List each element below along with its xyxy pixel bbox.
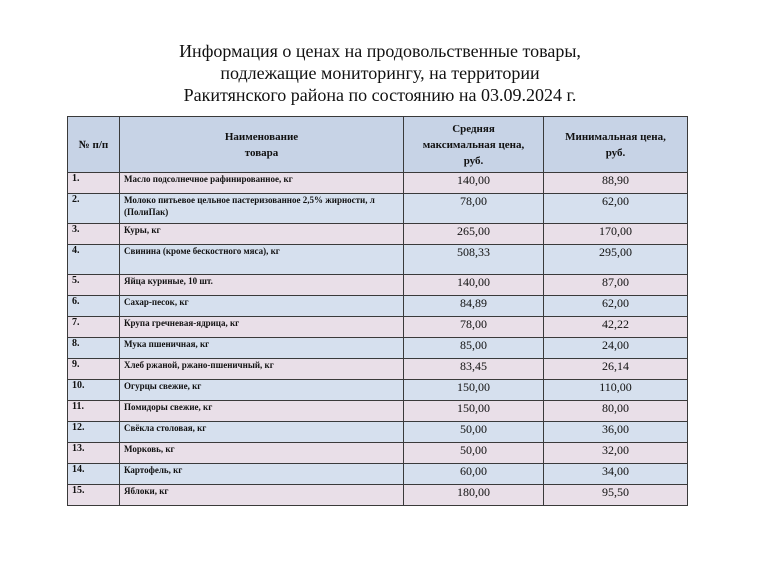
row-number: 8. [68, 338, 120, 359]
row-number: 9. [68, 359, 120, 380]
table-body [68, 173, 688, 506]
avg-price: 508,33 [404, 245, 544, 275]
header-min-price: Минимальная цена, руб. [544, 117, 688, 173]
row-number: 14. [68, 464, 120, 485]
table-row [68, 359, 688, 380]
min-price: 42,22 [544, 317, 688, 338]
table-row [68, 338, 688, 359]
product-name: Огурцы свежие, кг [120, 380, 404, 401]
table-row [68, 464, 688, 485]
avg-price: 60,00 [404, 464, 544, 485]
min-price: 24,00 [544, 338, 688, 359]
row-number: 7. [68, 317, 120, 338]
min-price: 36,00 [544, 422, 688, 443]
avg-price: 180,00 [404, 485, 544, 506]
product-name: Крупа гречневая-ядрица, кг [120, 317, 404, 338]
avg-price: 83,45 [404, 359, 544, 380]
min-price: 62,00 [544, 194, 688, 224]
product-name: Свёкла столовая, кг [120, 422, 404, 443]
min-price: 62,00 [544, 296, 688, 317]
min-price: 32,00 [544, 443, 688, 464]
min-price: 87,00 [544, 275, 688, 296]
product-name: Яйца куриные, 10 шт. [120, 275, 404, 296]
table-row [68, 401, 688, 422]
avg-price: 140,00 [404, 275, 544, 296]
min-price: 26,14 [544, 359, 688, 380]
title-line-2: подлежащие мониторингу, на территории [220, 63, 540, 83]
min-price: 110,00 [544, 380, 688, 401]
prices-table [67, 116, 688, 506]
avg-price: 265,00 [404, 224, 544, 245]
avg-price: 84,89 [404, 296, 544, 317]
min-price: 170,00 [544, 224, 688, 245]
min-price: 34,00 [544, 464, 688, 485]
row-number: 1. [68, 173, 120, 194]
row-number: 5. [68, 275, 120, 296]
avg-price: 150,00 [404, 401, 544, 422]
table-row [68, 245, 688, 275]
avg-price: 50,00 [404, 443, 544, 464]
table-row [68, 443, 688, 464]
header-name: Наименование товара [120, 117, 404, 173]
header-avg-price: Средняя максимальная цена, руб. [404, 117, 544, 173]
avg-price: 150,00 [404, 380, 544, 401]
product-name: Свинина (кроме бескостного мяса), кг [120, 245, 404, 275]
min-price: 95,50 [544, 485, 688, 506]
table-row [68, 485, 688, 506]
product-name: Картофель, кг [120, 464, 404, 485]
title-line-1: Информация о ценах на продовольственные товары, [179, 41, 581, 61]
avg-price: 140,00 [404, 173, 544, 194]
product-name: Хлеб ржаной, ржано-пшеничный, кг [120, 359, 404, 380]
avg-price: 50,00 [404, 422, 544, 443]
row-number: 12. [68, 422, 120, 443]
min-price: 295,00 [544, 245, 688, 275]
product-name: Морковь, кг [120, 443, 404, 464]
product-name: Помидоры свежие, кг [120, 401, 404, 422]
avg-price: 85,00 [404, 338, 544, 359]
table-row [68, 194, 688, 224]
row-number: 6. [68, 296, 120, 317]
header-num: № п/п [68, 117, 120, 173]
row-number: 10. [68, 380, 120, 401]
table-row [68, 275, 688, 296]
table-row [68, 224, 688, 245]
row-number: 3. [68, 224, 120, 245]
product-name: Куры, кг [120, 224, 404, 245]
row-number: 13. [68, 443, 120, 464]
title-line-3: Ракитянского района по состоянию на 03.09.2024 г. [183, 85, 577, 105]
row-number: 4. [68, 245, 120, 275]
min-price: 80,00 [544, 401, 688, 422]
table-row [68, 173, 688, 194]
table-header-row [68, 117, 688, 173]
product-name: Сахар-песок, кг [120, 296, 404, 317]
table-row [68, 380, 688, 401]
table-row [68, 422, 688, 443]
row-number: 15. [68, 485, 120, 506]
table-row [68, 317, 688, 338]
avg-price: 78,00 [404, 194, 544, 224]
product-name: Мука пшеничная, кг [120, 338, 404, 359]
table-row [68, 296, 688, 317]
product-name: Молоко питьевое цельное пастеризованное 2,5% жирности, л (ПолиПак) [120, 194, 404, 224]
avg-price: 78,00 [404, 317, 544, 338]
product-name: Яблоки, кг [120, 485, 404, 506]
row-number: 11. [68, 401, 120, 422]
row-number: 2. [68, 194, 120, 224]
document-title [0, 40, 760, 106]
product-name: Масло подсолнечное рафинированное, кг [120, 173, 404, 194]
min-price: 88,90 [544, 173, 688, 194]
